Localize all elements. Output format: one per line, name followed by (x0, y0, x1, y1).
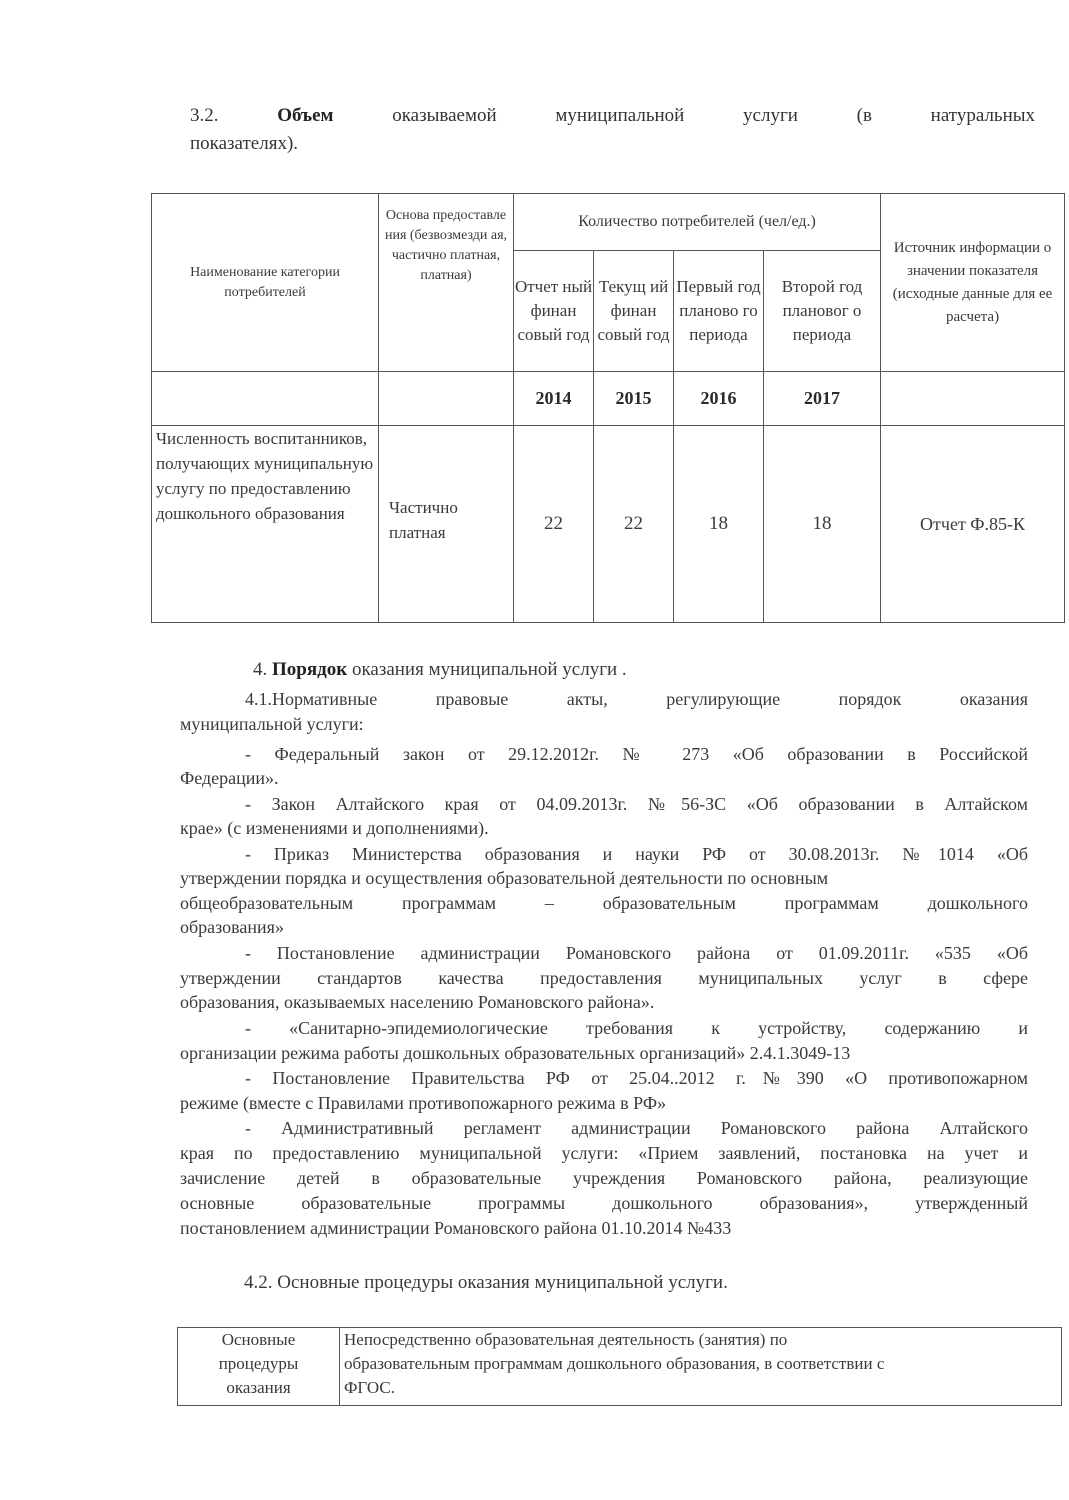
header-current-year: Текущ ий финан совый год (594, 251, 674, 372)
law-item: - Административный регламент администрации Романовского района Алтайского (245, 1118, 1028, 1138)
row-value: 18 (674, 426, 764, 623)
law-item: - Приказ Министерства образования и науки РФ от 30.08.2013г. №1014 «Об (245, 844, 1028, 864)
procedures-text-cell (340, 1328, 1062, 1406)
header-second-plan-year: Второй год плановог о периода (764, 251, 881, 372)
law-item-cont: организации режима работы дошкольных образовательных организаций» 2.4.1.3049-13 (180, 1043, 851, 1063)
header-quantity: Количество потребителей (чел/ед.) (514, 194, 881, 251)
law-item: - Закон Алтайского края от 04.09.2013г. №56-ЗС «Об образовании в Алтайском (245, 794, 1028, 814)
section-bold-word: Объем (277, 105, 334, 126)
row-basis: Частично платная (379, 426, 514, 623)
procedures-text-line: образовательным программам дошкольного образования, в соответствии с (344, 1354, 885, 1373)
row-category: Численность воспитанников, получающих муниципальную услугу по предоставлению дошкольного образования (152, 426, 379, 623)
law-item: - Постановление администрации Романовского района от 01.09.2011г. «535 «Об (245, 943, 1028, 963)
law-item-cont: образования, оказываемых населению Романовского района». (180, 992, 655, 1012)
section-4-heading (253, 657, 627, 682)
law-item-cont: зачисление детей в образовательные учреждения Романовского района, реализующие (180, 1168, 1028, 1188)
year-cell: 2016 (674, 372, 764, 426)
procedures-label-line: оказания (226, 1378, 291, 1397)
procedures-label-cell (178, 1328, 340, 1406)
law-item-cont: общеобразовательным программам – образовательным программам дошкольного (180, 893, 1028, 913)
law-item-cont: утверждении порядка и осуществления образовательной деятельности по основным (180, 868, 829, 888)
year-cell: 2014 (514, 372, 594, 426)
section-4-2-heading: 4.2. Основные процедуры оказания муниципальной услуги. (244, 1272, 728, 1293)
year-cell: 2017 (764, 372, 881, 426)
header-source: Источник информации о значении показателя (исходные данные для ее расчета) (881, 194, 1065, 372)
empty-cell (881, 372, 1065, 426)
section-number: 3.2. (190, 105, 219, 126)
law-item: - Федеральный закон от 29.12.2012г. № 273 «Об образовании в Российской (245, 744, 1028, 764)
section-number: 4. (253, 659, 268, 680)
header-reported-year: Отчет ный финан совый год (514, 251, 594, 372)
empty-cell (152, 372, 379, 426)
row-value: 18 (764, 426, 881, 623)
row-source: Отчет Ф.85-К (881, 426, 1065, 623)
procedures-label-line: Основные (221, 1330, 296, 1349)
empty-cell (379, 372, 514, 426)
section-4-1-title-cont: муниципальной услуги: (180, 714, 364, 734)
section-title: оказываемой муниципальной услуги (в натуральных (392, 105, 1036, 126)
law-item-cont: образования» (180, 917, 284, 937)
law-item-cont: постановлением администрации Романовского района 01.10.2014 №433 (180, 1218, 732, 1238)
law-item-cont: Федерации». (180, 768, 279, 788)
procedures-text-line: Непосредственно образовательная деятельность (занятия) по (344, 1330, 788, 1349)
header-category: Наименование категории потребителей (152, 194, 379, 372)
law-item-cont: крае» (с изменениями и дополнениями). (180, 818, 489, 838)
law-item-cont: утверждении стандартов качества предоставления муниципальных услуг в сфере (180, 968, 1028, 988)
section-3-2-heading-cont: показателях). (190, 133, 299, 154)
law-item: - «Санитарно-эпидемиологические требования к устройству, содержанию и (245, 1018, 1028, 1038)
section-4-1-title: 4.1.Нормативные правовые акты, регулирующие порядок оказания (245, 689, 1028, 709)
row-value: 22 (514, 426, 594, 623)
law-item: - Постановление Правительства РФ от 25.04..2012 г.№390 «О противопожарном (245, 1068, 1028, 1088)
procedures-label-line: процедуры (218, 1354, 299, 1373)
law-item-cont: режиме (вместе с Правилами противопожарного режима в РФ» (180, 1093, 667, 1113)
law-item-cont: края по предоставлению муниципальной услуги: «Прием заявлений, постановка на учет и (180, 1143, 1028, 1163)
consumers-table (151, 193, 1065, 623)
section-3-2-heading (190, 100, 1035, 132)
law-item-cont: основные образовательные программы дошкольного образования», утвержденный (180, 1193, 1028, 1213)
header-first-plan-year: Первый год планово го периода (674, 251, 764, 372)
year-cell: 2015 (594, 372, 674, 426)
section-bold-word: Порядок (272, 659, 348, 680)
procedures-text-line: ФГОС. (344, 1378, 395, 1397)
row-value: 22 (594, 426, 674, 623)
procedures-table (177, 1327, 1062, 1406)
section-title: оказания муниципальной услуги . (351, 659, 627, 680)
header-basis: Основа предоставле ния (безвозмезди ая, частично платная, платная) (379, 194, 514, 372)
